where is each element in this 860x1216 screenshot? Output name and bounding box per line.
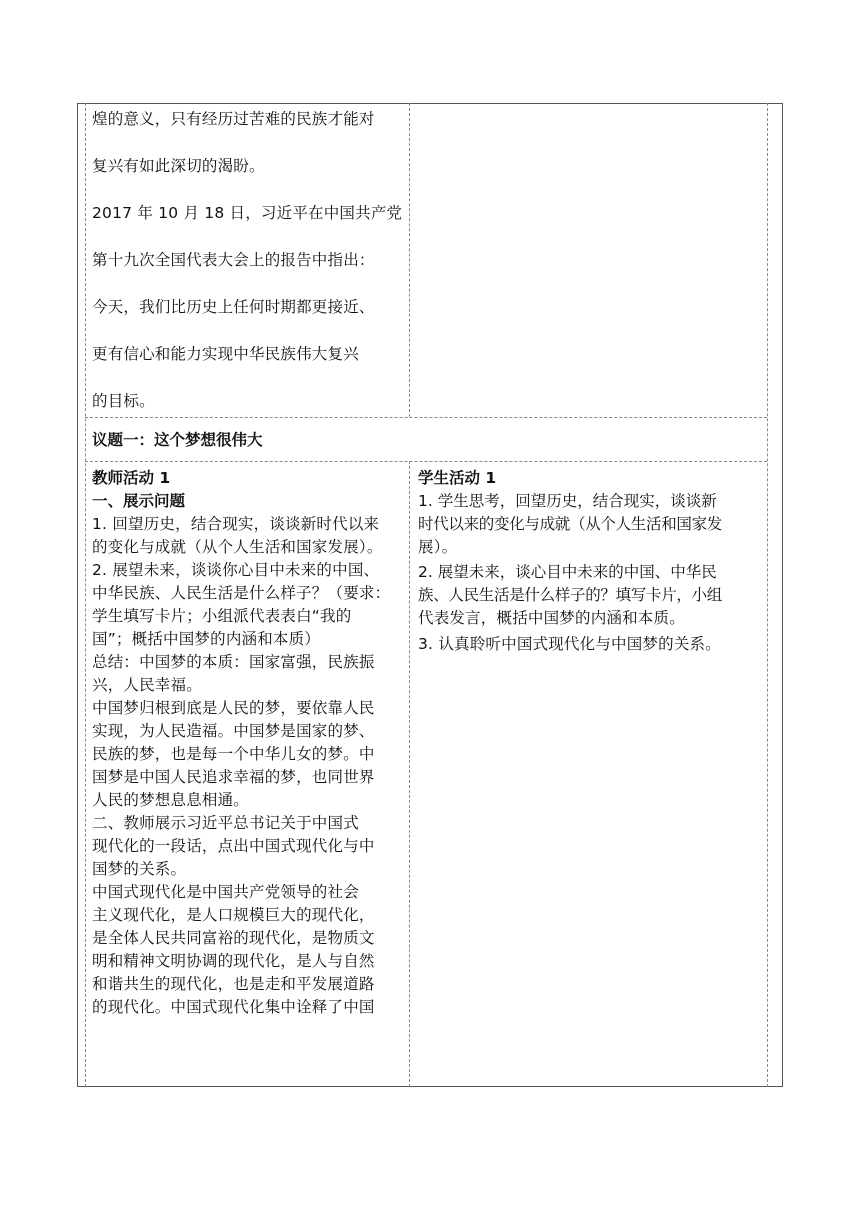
teacher-line: 人民的梦想息息相通。 [92, 791, 250, 809]
student-line: 族、人民生活是什么样子的？填写卡片，小组 [418, 586, 723, 604]
intro-line: 煌的意义，只有经历过苦难的民族才能对 [92, 110, 375, 128]
teacher-line: 的变化与成就（从个人生活和国家发展）。 [92, 538, 383, 556]
student-line: 1. 学生思考，回望历史，结合现实，谈谈新 [418, 492, 717, 510]
teacher-line: 中国梦归根到底是人民的梦，要依靠人民 [92, 699, 375, 717]
table-middle-dashed-line [409, 103, 410, 417]
student-line: 2. 展望未来，谈心目中未来的中国、中华民 [418, 563, 717, 581]
teacher-line: 1. 回望历史，结合现实，谈谈新时代以来 [92, 515, 380, 533]
intro-cell [86, 108, 409, 413]
intro-line: 更有信心和能力实现中华民族伟大复兴 [92, 345, 359, 363]
teacher-line: 现代化的一段话，点出中国式现代化与中 [92, 837, 375, 855]
teacher-activity-title: 教师活动 1 [92, 469, 171, 487]
student-activity-cell [410, 467, 766, 1086]
teacher-line: 国梦的关系。 [92, 860, 187, 878]
teacher-line: 国梦是中国人民追求幸福的梦，也同世界 [92, 768, 375, 786]
student-activity-title: 学生活动 1 [418, 469, 497, 487]
teacher-line: 的现代化。中国式现代化集中诠释了中国 [92, 998, 375, 1016]
intro-line: 第十九次全国代表大会上的报告中指出： [92, 251, 375, 269]
intro-line: 的目标。 [92, 392, 155, 410]
issue-title-cell [86, 420, 766, 460]
teacher-line: 2. 展望未来，谈谈你心目中未来的中国、 [92, 561, 380, 579]
student-line: 展）。 [418, 538, 458, 556]
teacher-line: 学生填写卡片；小组派代表表白“我的 [92, 607, 352, 625]
student-line: 时代以来的变化与成就（从个人生活和国家发 [418, 515, 723, 533]
teacher-line: 和谐共生的现代化，也是走和平发展道路 [92, 975, 375, 993]
teacher-line: 主义现代化，是人口规模巨大的现代化， [92, 906, 375, 924]
row-divider-2 [85, 461, 767, 462]
teacher-line: 民族的梦，也是每一个中华儿女的梦。中 [92, 745, 375, 763]
intro-line: 2017 年 10 月 18 日，习近平在中国共产党 [92, 204, 403, 222]
row-divider-1 [85, 417, 767, 418]
intro-line: 今天，我们比历史上任何时期都更接近、 [92, 298, 375, 316]
teacher-line: 总结：中国梦的本质：国家富强，民族振 [92, 653, 375, 671]
intro-line: 复兴有如此深切的渴盼。 [92, 157, 265, 175]
student-line: 代表发言，概括中国梦的内涵和本质。 [418, 609, 685, 627]
teacher-line: 中华民族、人民生活是什么样子？（要求： [92, 584, 391, 602]
teacher-activity-cell [86, 467, 409, 1086]
teacher-line: 明和精神文明协调的现代化，是人与自然 [92, 952, 375, 970]
issue-title: 议题一：这个梦想很伟大 [92, 431, 263, 449]
teacher-line: 二、教师展示习近平总书记关于中国式 [92, 814, 359, 832]
teacher-line: 兴，人民幸福。 [92, 676, 202, 694]
teacher-section-heading: 一、展示问题 [92, 492, 186, 510]
teacher-line: 实现，为人民造福。中国梦是国家的梦、 [92, 722, 375, 740]
teacher-line: 国”；概括中国梦的内涵和本质） [92, 630, 321, 648]
teacher-line: 中国式现代化是中国共产党领导的社会 [92, 883, 359, 901]
student-line: 3. 认真聆听中国式现代化与中国梦的关系。 [418, 635, 721, 653]
teacher-line: 是全体人民共同富裕的现代化，是物质文 [92, 929, 375, 947]
table-right-dashed-line [767, 103, 768, 1087]
